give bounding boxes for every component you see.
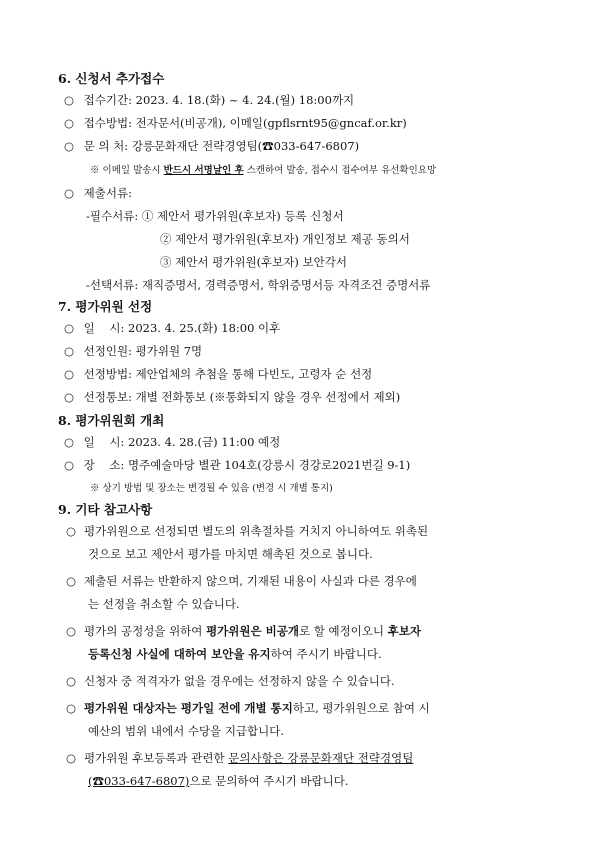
s9-item-5 [66, 697, 546, 743]
s9-item-3-text-b: 로 할 예정이오니 [298, 624, 388, 638]
s6-inquiry-label: 문 의 처 [83, 139, 125, 153]
s9-item-6 [66, 747, 546, 793]
s9-item-5-text-a: 하고, 평가위원으로 참여 시 [292, 701, 430, 715]
s6-required-doc-3: ③ 제안서 평가위원(후보자) 보안각서 [160, 255, 347, 269]
s9-item-2-line-2: 는 선정을 취소할 수 있습니다. [88, 597, 240, 611]
s9-item-6-contact-underlined: 문의사항은 강릉문화재단 전략경영팀 [228, 751, 414, 765]
bullet-icon: ○ [64, 186, 75, 200]
s6-method-row [64, 115, 407, 131]
s6-period-row [64, 92, 354, 108]
s9-item-1 [66, 520, 546, 566]
bullet-icon: ○ [64, 435, 75, 449]
s6-docs-row [64, 185, 132, 201]
s6-optional-docs: -선택서류: 재직증명서, 경력증명서, 학위증명서등 자격조건 증명서류 [86, 278, 431, 292]
s6-period-value: : 2023. 4. 18.(화) ~ 4. 24.(월) 18:00까지 [128, 93, 355, 107]
section-9-title: 9. 기타 참고사항 [58, 502, 153, 517]
s9-item-2 [66, 570, 546, 616]
s8-change-note: ※ 상기 방법 및 장소는 변경될 수 있음 (변경 시 개별 통지) [90, 483, 333, 494]
bullet-icon: ○ [64, 367, 75, 381]
bullet-icon: ○ [64, 93, 75, 107]
section-6-title: 6. 신청서 추가접수 [58, 71, 165, 86]
s7-date-value: : 2023. 4. 25.(화) 18:00 이후 [120, 321, 281, 335]
s9-item-5-emphasis: 평가위원 대상자는 평가일 전에 개별 통지 [84, 701, 293, 715]
s6-email-note [90, 162, 436, 176]
s9-item-3-emphasis-a: 평가위원은 비공개 [206, 624, 299, 638]
s9-item-6-text-b: 으로 문의하여 주시기 바랍니다. [189, 774, 349, 788]
s9-item-4 [66, 670, 546, 693]
bullet-icon: ○ [64, 321, 75, 335]
bullet-icon: ○ [66, 674, 77, 688]
s7-notify-label: 선정통보 [83, 390, 129, 404]
s6-required-doc-1: ① 제안서 평가위원(후보자) 등록 신청서 [141, 209, 344, 223]
s6-required-doc-2: ② 제안서 평가위원(후보자) 개인정보 제공 동의서 [160, 232, 410, 246]
s6-required-row [86, 208, 344, 224]
bullet-icon: ○ [66, 701, 77, 715]
s9-item-3-text-c: 하여 주시기 바랍니다. [270, 647, 382, 661]
s9-item-1-line-2: 것으로 보고 제안서 평가를 마치면 해촉된 것으로 봅니다. [88, 547, 373, 561]
s6-inquiry-value: : 강릉문화재단 전략경영팀(☎033-647-6807) [124, 139, 360, 153]
s6-note-emphasis: 반드시 서명날인 후 [163, 165, 244, 176]
s8-place-value: : 명주예술마당 별관 104호(강릉시 경강로2021번길 9-1) [120, 458, 411, 472]
s6-period-label: 접수기간 [83, 93, 129, 107]
s8-date-value: : 2023. 4. 28.(금) 11:00 예정 [120, 435, 281, 449]
bullet-icon: ○ [64, 139, 75, 153]
s9-item-3-emphasis-b: 후보자 [387, 624, 421, 638]
s7-count-row [64, 343, 202, 359]
s9-item-2-line-1: 제출된 서류는 반환하지 않으며, 기재된 내용이 사실과 다른 경우에 [84, 574, 417, 588]
s7-way-row [64, 366, 372, 382]
s9-item-6-phone: (☎033-647-6807) [88, 774, 190, 788]
bullet-icon: ○ [64, 390, 75, 404]
section-8-title: 8. 평가위원회 개최 [58, 413, 165, 428]
s9-item-5-line-2: 예산의 범위 내에서 수당을 지급합니다. [88, 724, 285, 738]
bullet-icon: ○ [66, 751, 77, 765]
s6-note-prefix: ※ 이메일 발송시 [90, 165, 164, 176]
s9-item-3 [66, 620, 546, 666]
s7-date-row [64, 320, 280, 336]
bullet-icon: ○ [64, 116, 75, 130]
s6-required-label: -필수서류: [86, 209, 142, 223]
bullet-icon: ○ [66, 624, 77, 638]
s8-date-row [64, 434, 280, 450]
s7-date-label: 일 시 [83, 321, 121, 335]
s8-date-label: 일 시 [83, 435, 121, 449]
s8-place-label: 장 소 [83, 458, 121, 472]
s9-item-3-line-2 [66, 643, 546, 666]
s9-item-3-text-a: 평가의 공정성을 위하여 [84, 624, 207, 638]
s7-notify-row [64, 389, 400, 405]
bullet-icon: ○ [64, 344, 75, 358]
s6-method-value: : 전자문서(비공개), 이메일(gpflsrnt95@gncaf.or.kr) [128, 116, 407, 130]
section-7-title: 7. 평가위원 선정 [58, 299, 153, 314]
s7-notify-value: : 개별 전화통보 (※통화되지 않을 경우 선정에서 제외) [128, 390, 401, 404]
s9-item-4-text: 신청자 중 적격자가 없을 경우에는 선정하지 않을 수 있습니다. [84, 674, 395, 688]
s9-item-3-emphasis-c: 등록신청 사실에 대하여 보안을 유지 [88, 647, 271, 661]
s9-item-6-text-a: 평가위원 후보등록과 관련한 [84, 751, 229, 765]
s6-inquiry-row [64, 138, 359, 154]
s9-item-1-line-1: 평가위원으로 선정되면 별도의 위촉절차를 거치지 아니하여도 위촉된 [84, 524, 429, 538]
bullet-icon: ○ [66, 574, 77, 588]
s6-method-label: 접수방법 [83, 116, 129, 130]
bullet-icon: ○ [66, 524, 77, 538]
s9-item-6-line-2 [66, 770, 546, 793]
s7-count-label: 선정인원 [83, 344, 129, 358]
bullet-icon: ○ [64, 458, 75, 472]
s7-count-value: : 평가위원 7명 [128, 344, 203, 358]
s6-docs-label: 제출서류: [83, 186, 132, 200]
s8-place-row [64, 457, 410, 473]
s7-way-value: : 제안업체의 추첨을 통해 다빈도, 고령자 순 선정 [128, 367, 373, 381]
s6-note-suffix: 스캔하여 발송, 접수시 접수여부 유선확인요망 [243, 165, 437, 176]
s7-way-label: 선정방법 [83, 367, 129, 381]
